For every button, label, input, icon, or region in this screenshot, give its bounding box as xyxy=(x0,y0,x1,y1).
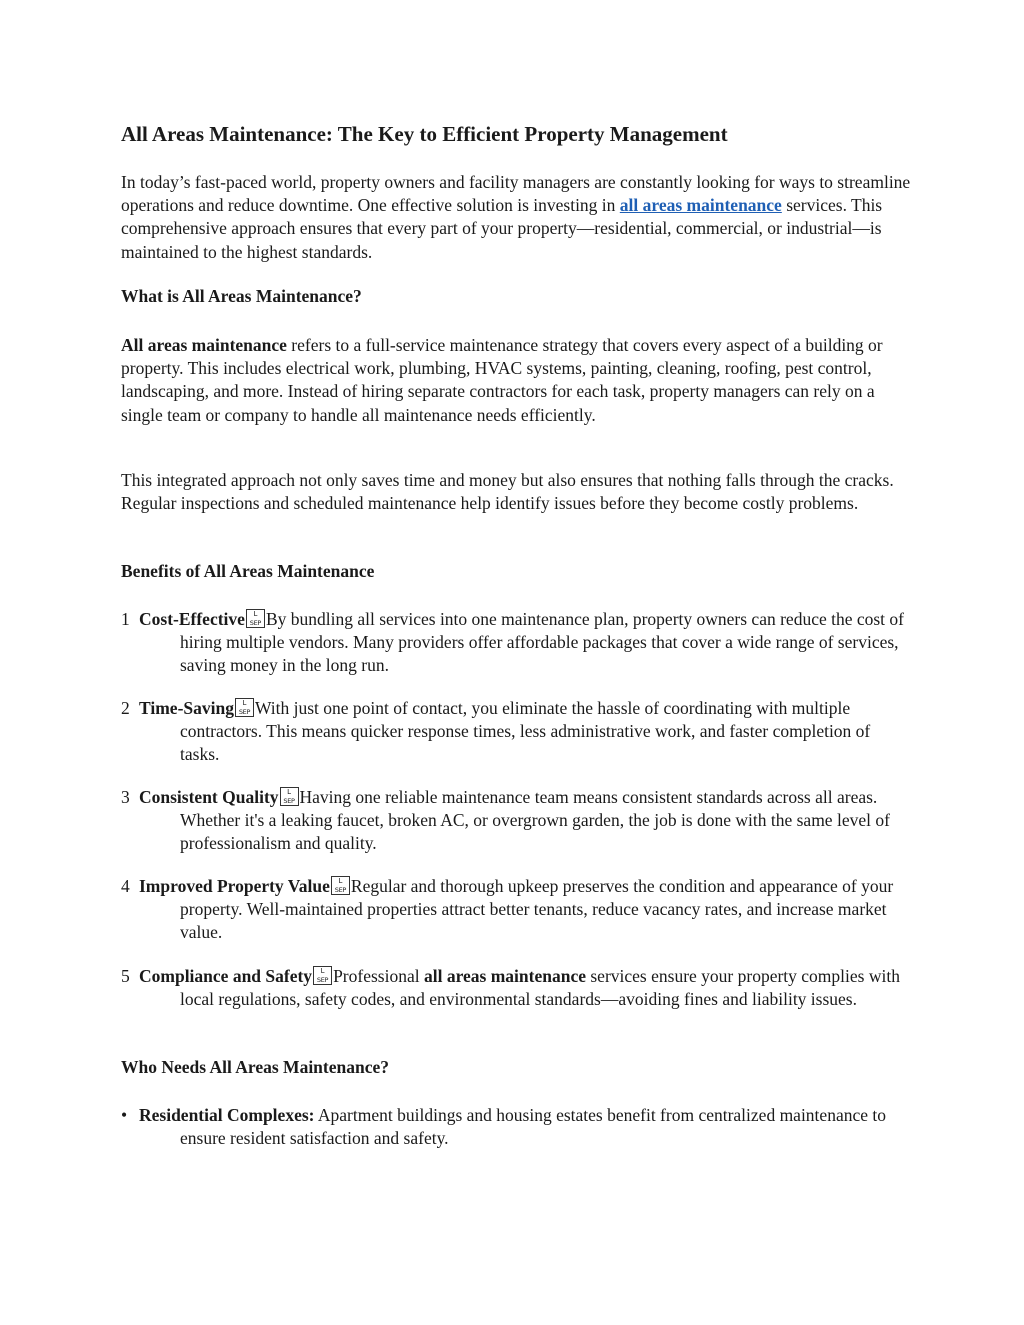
separator-glyph-icon: L SEP xyxy=(235,698,254,717)
benefit-text: By bundling all services into one maintenance plan, property owners can reduce the cost of hiring multiple vendors. Many providers offer affordable packages that cover a wide range of services, saving money in the long run. xyxy=(180,609,904,676)
benefit-text-after: services ensure your property complies with local regulations, safety codes, and environmental standards—avoiding fines and liability issues. xyxy=(180,966,900,1010)
benefit-number: 2 xyxy=(121,698,130,718)
benefit-item-1 xyxy=(121,608,911,678)
definition-paragraph xyxy=(121,334,911,427)
benefit-bold-term: all areas maintenance xyxy=(423,966,586,986)
benefit-item-4 xyxy=(121,875,911,945)
benefit-item-2 xyxy=(121,697,911,767)
benefit-item-3 xyxy=(121,786,911,856)
all-areas-maintenance-link[interactable]: all areas maintenance xyxy=(619,195,782,216)
separator-glyph-icon: L SEP xyxy=(331,876,350,895)
who-needs-title: Residential Complexes: xyxy=(139,1105,315,1125)
benefit-number: 3 xyxy=(121,787,130,807)
benefit-number: 5 xyxy=(121,966,130,986)
bullet-icon: • xyxy=(121,1105,128,1125)
benefit-item-5 xyxy=(121,965,911,1011)
definition-text: refers to a full-service maintenance strategy that covers every aspect of a building or property. This includes electrical work, plumbing, HVAC systems, painting, cleaning, roofing, pest control, landscaping, and more. Instead of hiring separate contractors for each task, property managers can rely on a single team or company to handle all maintenance needs efficiently. xyxy=(121,335,883,425)
benefits-heading: Benefits of All Areas Maintenance xyxy=(121,561,375,581)
what-is-heading: What is All Areas Maintenance? xyxy=(121,286,362,306)
benefit-title: Compliance and Safety xyxy=(139,966,313,986)
intro-text-after: services. This comprehensive approach ensures that every part of your property—residential, commercial, or industrial—is maintained to the highest standards. xyxy=(121,195,883,262)
who-needs-item-1 xyxy=(121,1104,911,1150)
who-needs-text: Apartment buildings and housing estates benefit from centralized maintenance to ensure resident satisfaction and safety. xyxy=(180,1105,886,1149)
separator-glyph-icon: L SEP xyxy=(246,609,265,628)
integrated-approach-paragraph: This integrated approach not only saves time and money but also ensures that nothing falls through the cracks. Regular inspections and scheduled maintenance help identify issues before they become costly problems. xyxy=(121,470,894,514)
benefit-text: With just one point of contact, you eliminate the hassle of coordinating with multiple contractors. This means quicker response times, less administrative work, and faster completion of tasks. xyxy=(180,698,871,765)
benefit-title: Consistent Quality xyxy=(139,787,279,807)
intro-paragraph xyxy=(121,171,911,264)
benefit-title: Time-Saving xyxy=(139,698,234,718)
benefit-text: Having one reliable maintenance team means consistent standards across all areas. Whether it's a leaking faucet, broken AC, or overgrown garden, the job is done with the same level of professionalism and quality. xyxy=(180,787,890,854)
page-title: All Areas Maintenance: The Key to Efficient Property Management xyxy=(121,122,728,146)
definition-bold-term: All areas maintenance xyxy=(121,335,287,355)
separator-glyph-icon: L SEP xyxy=(313,966,332,985)
separator-glyph-icon: L SEP xyxy=(280,787,299,806)
benefit-title: Cost-Effective xyxy=(139,609,245,629)
benefit-title: Improved Property Value xyxy=(139,876,330,896)
benefit-number: 4 xyxy=(121,876,130,896)
who-needs-heading: Who Needs All Areas Maintenance? xyxy=(121,1057,390,1077)
intro-text-before: In today’s fast-paced world, property owners and facility managers are constantly looking for ways to streamline operations and reduce downtime. One effective solution is investing in xyxy=(121,172,911,216)
benefit-number: 1 xyxy=(121,609,130,629)
benefit-text-before: Professional xyxy=(333,966,424,986)
benefit-text: Regular and thorough upkeep preserves the condition and appearance of your property. Well-maintained properties attract better tenants, reduce vacancy rates, and increase market value. xyxy=(180,876,894,943)
